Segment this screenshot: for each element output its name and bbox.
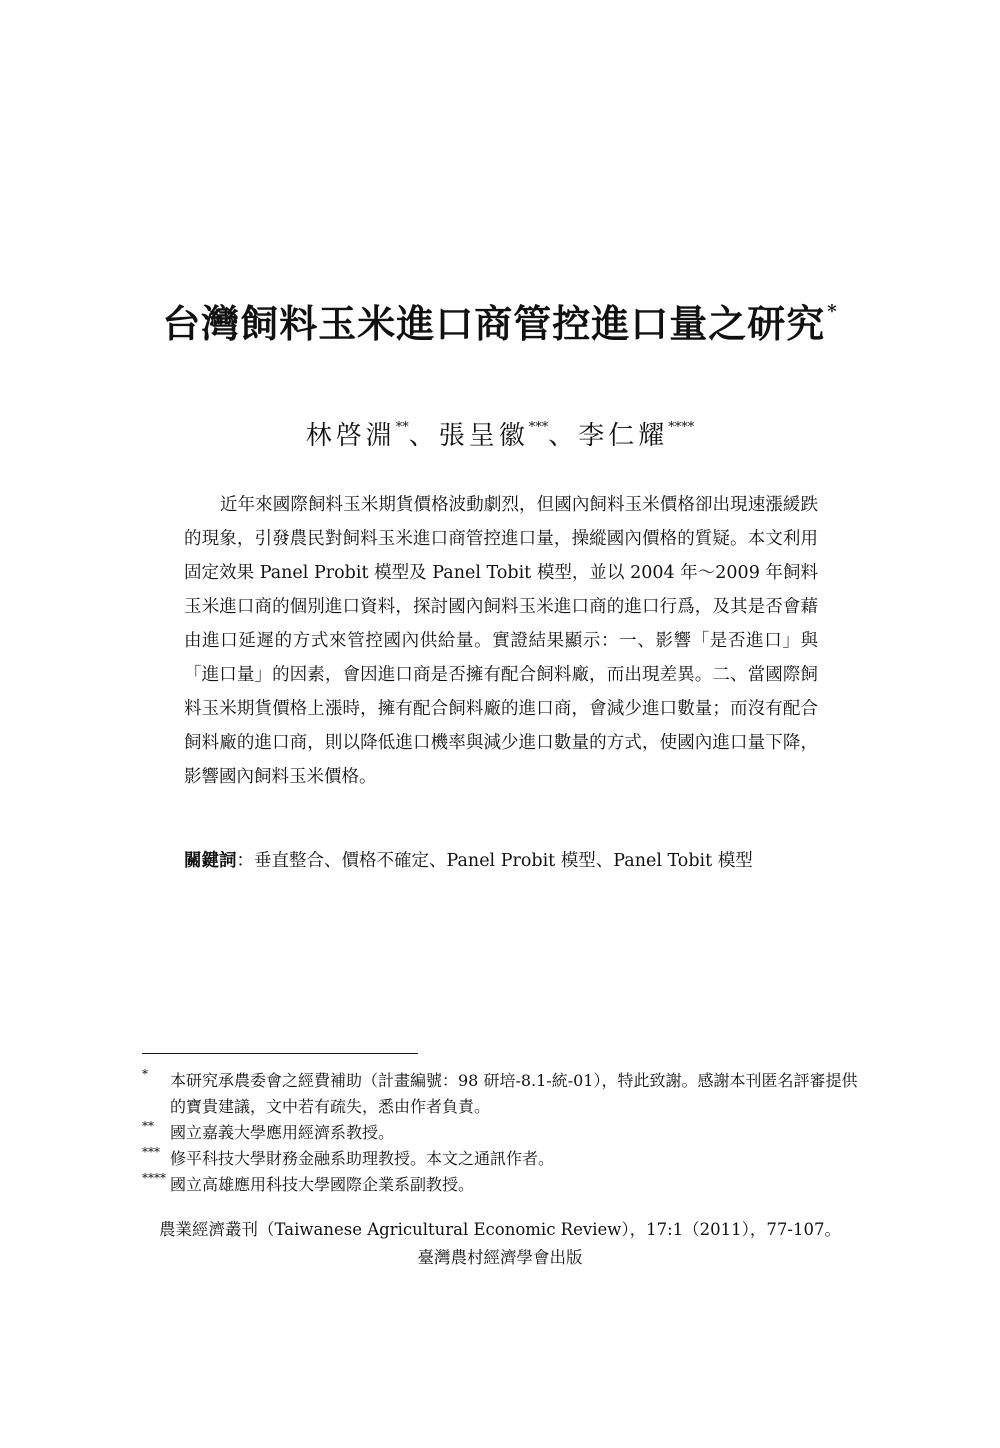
author-name: 林啓淵 (305, 421, 396, 451)
footnote-mark: **** (142, 1171, 166, 1185)
journal-publisher: 臺灣農村經濟學會出版 (417, 1248, 583, 1267)
author-list (0, 408, 1000, 456)
footnote-text: 本研究承農委會之經費補助（計畫編號：98 研培-8.1-統-01），特此致謝。感謝本刊匿名評審提供的寶貴建議，文中若有疏失，悉由作者負責。 (170, 1071, 858, 1116)
footnote-text: 國立高雄應用科技大學國際企業系副教授。 (170, 1175, 475, 1194)
footnote (142, 1068, 862, 1120)
paper-title (0, 284, 1000, 352)
keywords-text: 垂直整合、價格不確定、Panel Probit 模型、Panel Tobit 模型 (254, 851, 753, 871)
footnote (142, 1146, 862, 1172)
author-separator: 、 (408, 421, 439, 451)
keywords-label: 關鍵詞 (184, 851, 237, 871)
footnote-text: 修平科技大學財務金融系助理教授。本文之通訊作者。 (170, 1149, 555, 1168)
journal-info (0, 1216, 1000, 1272)
author-footnote-mark: ** (395, 420, 409, 435)
author-name: 張呈徽 (438, 421, 529, 451)
footnote-mark: *** (142, 1145, 160, 1159)
title-footnote-mark: * (827, 301, 838, 322)
footnote (142, 1172, 862, 1198)
author-footnote-mark: **** (668, 420, 695, 435)
author-name: 李仁耀 (578, 421, 669, 451)
footnote-mark: * (142, 1067, 148, 1081)
footnote (142, 1120, 862, 1146)
author-footnote-mark: *** (528, 420, 549, 435)
abstract-text: 近年來國際飼料玉米期貨價格波動劇烈，但國內飼料玉米價格卻出現速漲緩跌的現象，引發農民對飼料玉米進口商管控進口量，操縱國內價格的質疑。本文利用固定效果 Panel Probit 模型及 Panel Tobit 模型，並以 2004 年～2009 年飼料玉米進口商的個別進口資料，探討國內飼料玉米進口商的進口行爲，及其是否會藉由進口延遲的方式來管控國內供給量。實證結果顯示：一、影響「是否進口」與「進口量」的因素，會因進口商是否擁有配合飼料廠，而出現差異。二、當國際飼料玉米期貨價格上漲時，擁有配合飼料廠的進口商，會減少進口數量；而沒有配合飼料廠的進口商，則以降低進口機率與減少進口數量的方式，使國內進口量下降，影響國內飼料玉米價格。 (184, 495, 818, 787)
footnote-divider (142, 1053, 418, 1054)
journal-citation: 農業經濟叢刊（Taiwanese Agricultural Economic Review），17:1（2011），77-107。 (159, 1220, 841, 1239)
keywords (184, 846, 824, 876)
abstract (184, 488, 818, 794)
keywords-separator: ： (236, 851, 254, 871)
footnote-mark: ** (142, 1119, 154, 1133)
author-separator: 、 (548, 421, 579, 451)
footnote-text: 國立嘉義大學應用經濟系教授。 (170, 1123, 395, 1142)
paper-title-text: 台灣飼料玉米進口商管控進口量之研究 (162, 301, 826, 346)
footnotes (142, 1068, 862, 1198)
